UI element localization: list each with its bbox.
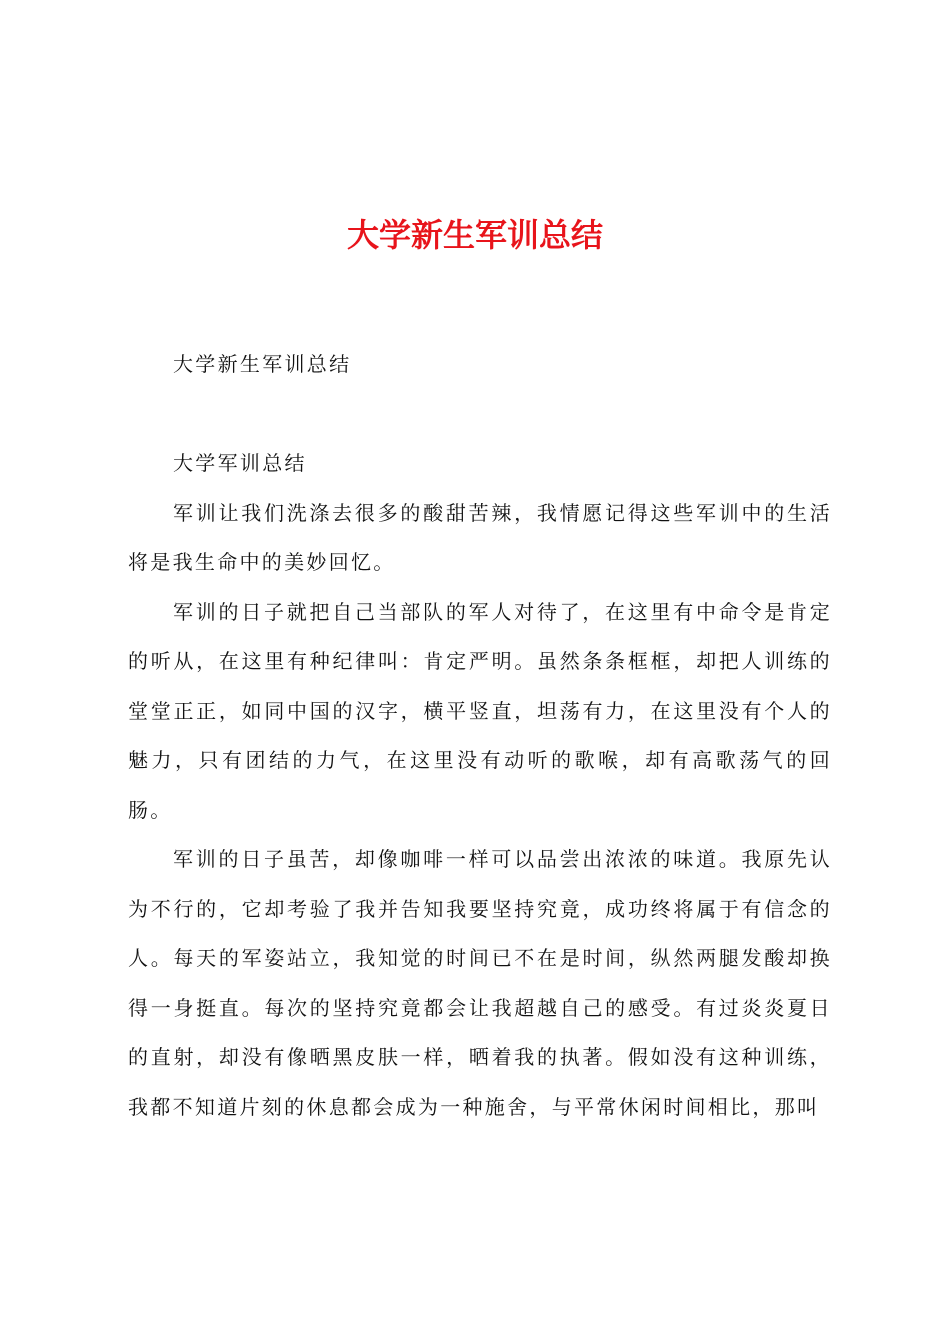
paragraph-1: 军训让我们洗涤去很多的酸甜苦辣，我情愿记得这些军训中的生活将是我生命中的美妙回忆。 (128, 500, 832, 574)
document-subtitle: 大学新生军训总结 (173, 352, 352, 376)
paragraph-3: 军训的日子虽苦，却像咖啡一样可以品尝出浓浓的味道。我原先认为不行的，它却考验了我并告知我要坚持究竟，成功终将属于有信念的人。每天的军姿站立，我知觉的时间已不在是时间，纵然两腿发酸却换得一身挺直。每次的坚持究竟都会让我超越自己的感受。有过炎炎夏日的直射，却没有像晒黑皮肤一样，晒着我的执著。假如没有这种训练，我都不知道片刻的休息都会成为一种施舍，与平常休闲时间相比，那叫 (128, 847, 832, 1119)
paragraph-2: 军训的日子就把自己当部队的军人对待了，在这里有中命令是肯定的听从，在这里有种纪律叫：肯定严明。虽然条条框框，却把人训练的堂堂正正，如同中国的汉字，横平竖直，坦荡有力，在这里没有个人的魅力，只有团结的力气，在这里没有动听的歌喉，却有高歌荡气的回肠。 (128, 599, 832, 822)
document-title: 大学新生军训总结 (346, 216, 603, 254)
document-body (128, 340, 832, 1132)
section-heading: 大学军训总结 (173, 451, 307, 475)
